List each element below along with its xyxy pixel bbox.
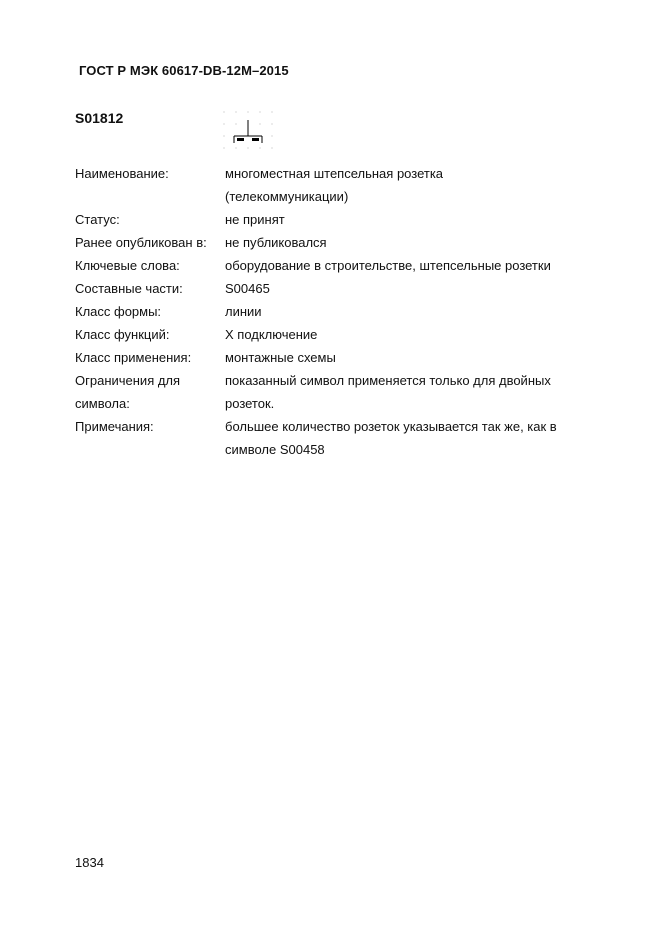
property-label: Примечания: <box>75 419 154 434</box>
property-value <box>225 277 595 300</box>
page-number: 1834 <box>75 855 104 870</box>
property-value <box>225 415 595 461</box>
property-value-line: монтажные схемы <box>225 350 336 365</box>
property-row <box>75 208 595 231</box>
symbol-id: S01812 <box>75 110 124 126</box>
property-label: Ключевые слова: <box>75 258 180 273</box>
property-row <box>75 369 595 415</box>
property-value <box>225 323 595 346</box>
property-value-line: S00465 <box>225 281 270 296</box>
property-label: Наименование: <box>75 166 169 181</box>
property-value <box>225 231 595 254</box>
property-value-line: символе S00458 <box>225 442 325 457</box>
property-label-line: Ограничения для <box>75 373 181 388</box>
property-row <box>75 346 595 369</box>
property-row <box>75 162 595 208</box>
property-value-line: розеток. <box>225 396 275 411</box>
property-label: Класс функций: <box>75 327 170 342</box>
property-value <box>225 346 595 369</box>
property-row <box>75 231 595 254</box>
property-value-line: линии <box>225 304 262 319</box>
property-label: Составные части: <box>75 281 183 296</box>
property-label-line: символа: <box>75 396 130 411</box>
property-label: Класс формы: <box>75 304 162 319</box>
property-label <box>75 369 225 415</box>
property-value <box>225 208 595 231</box>
property-value-line: оборудование в строительстве, штепсельные розетки <box>225 258 551 273</box>
property-value-line: (телекоммуникации) <box>225 189 349 204</box>
property-label: Статус: <box>75 212 120 227</box>
property-label: Ранее опубликован в: <box>75 235 207 250</box>
property-row <box>75 323 595 346</box>
property-value <box>225 300 595 323</box>
property-value <box>225 254 595 277</box>
property-row <box>75 300 595 323</box>
property-label: Класс применения: <box>75 350 192 365</box>
property-value-line: не публиковался <box>225 235 327 250</box>
property-value-line: многоместная штепсельная розетка <box>225 166 444 181</box>
property-value-line: не принят <box>225 212 285 227</box>
property-row <box>75 277 595 300</box>
document-header: ГОСТ Р МЭК 60617-DB-12M–2015 <box>79 63 289 78</box>
property-value <box>225 369 595 415</box>
symbol-properties <box>75 162 595 461</box>
multiple-socket-outlet-symbol-icon <box>222 110 276 152</box>
property-value-line: показанный символ применяется только для двойных <box>225 373 551 388</box>
property-row <box>75 415 595 461</box>
property-value-line: большее количество розеток указывается так же, как в <box>225 419 557 434</box>
property-value-line: X подключение <box>225 327 318 342</box>
property-row <box>75 254 595 277</box>
property-value <box>225 162 595 208</box>
